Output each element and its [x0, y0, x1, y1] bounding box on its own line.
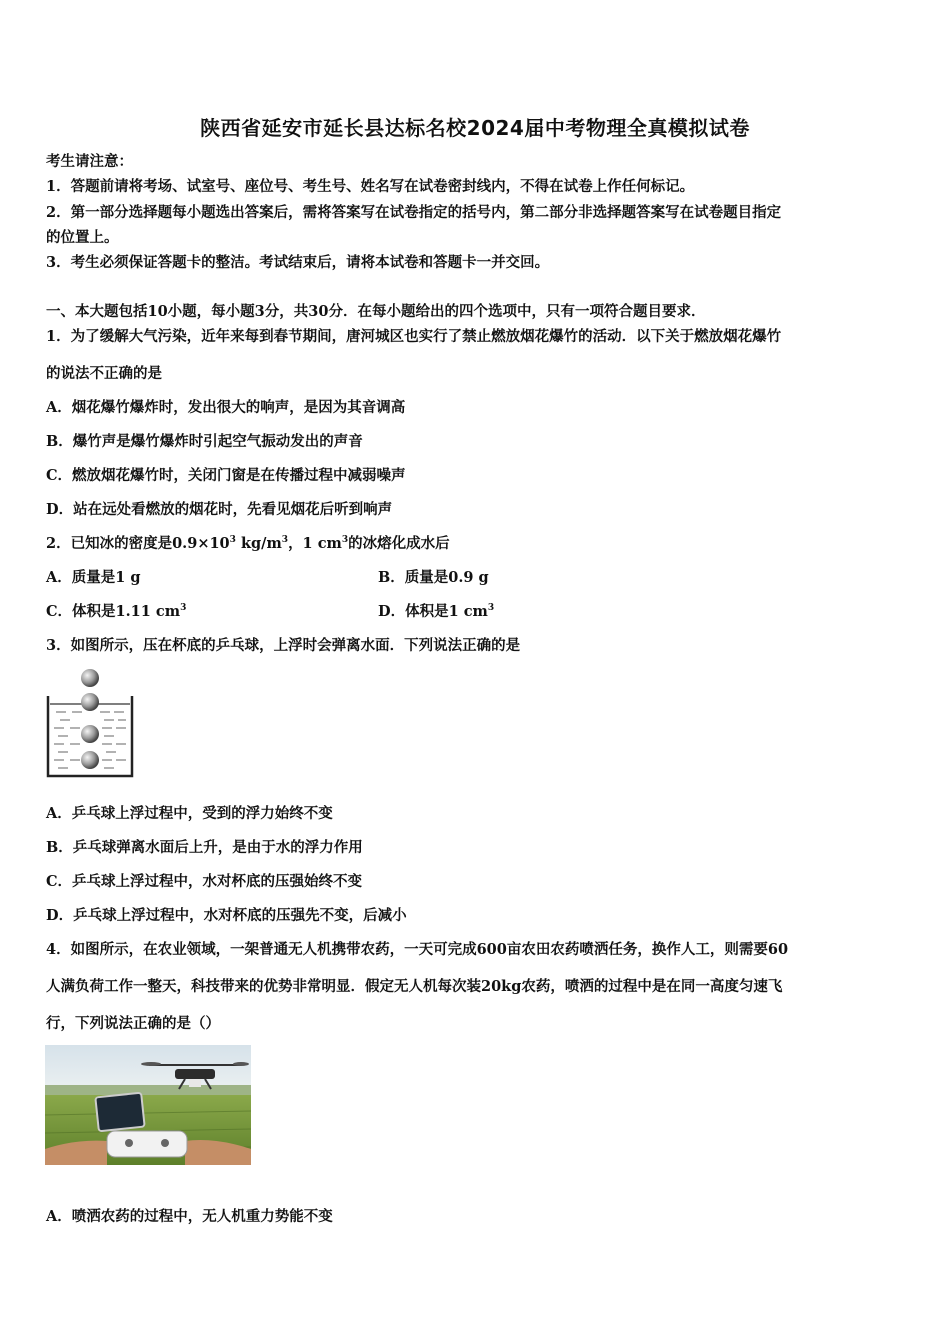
notice-item-3: 3．考生必须保证答题卡的整洁。考试结束后，请将本试卷和答题卡一并交回。: [46, 254, 550, 271]
notice-item-1: 1．答题前请将考场、试室号、座位号、考生号、姓名写在试卷密封线内，不得在试卷上作任何标记。: [46, 178, 695, 195]
notice-item-2-cont: 的位置上。: [46, 229, 119, 246]
q4-stem-line2: 人满负荷工作一整天，科技带来的优势非常明显．假定无人机每次装20kg农药，喷洒的过程中是在同一高度匀速飞: [46, 978, 783, 995]
q1-option-b: B．爆竹声是爆竹爆炸时引起空气振动发出的声音: [46, 433, 363, 450]
q2-option-b: B．质量是0.9 g: [378, 569, 489, 586]
q3-option-d: D．乒乓球上浮过程中，水对杯底的压强先不变，后减小: [46, 907, 407, 924]
exam-title: 陕西省延安市延长县达标名校2024届中考物理全真模拟试卷: [200, 116, 750, 140]
q1-stem-line2: 的说法不正确的是: [46, 365, 162, 382]
q2-option-c: C．体积是1.11 $cm^3$: [46, 603, 187, 620]
q2-option-a: A．质量是1 g: [46, 569, 141, 586]
notice-heading: 考生请注意：: [46, 153, 133, 170]
notice-item-2: 2．第一部分选择题每小题选出答案后，需将答案写在试卷指定的括号内，第二部分非选择题答案写在试卷题目指定: [46, 204, 782, 221]
ping-pong-ball: [81, 669, 99, 687]
beaker-figure: [44, 666, 136, 780]
drone-photo: [45, 1045, 251, 1165]
q3-option-b: B．乒乓球弹离水面后上升，是由于水的浮力作用: [46, 839, 363, 856]
q3-option-c: C．乒乓球上浮过程中，水对杯底的压强始终不变: [46, 873, 363, 890]
section-heading: 一、本大题包括10小题，每小题3分，共30分．在每小题给出的四个选项中，只有一项符合题目要求．: [46, 303, 706, 320]
q3-option-a: A．乒乓球上浮过程中，受到的浮力始终不变: [46, 805, 333, 822]
q2-option-d: D．体积是1 $cm^3$: [378, 603, 495, 620]
q2-stem: 2．已知冰的密度是$0.9\times 10^3$ $kg/m^3$，1 $cm^3$的冰熔化成水后: [46, 535, 450, 552]
q1-stem-line1: 1．为了缓解大气污染，近年来每到春节期间，唐河城区也实行了禁止燃放烟花爆竹的活动．以下关于燃放烟花爆竹: [46, 328, 782, 345]
q4-stem-line3: 行，下列说法正确的是（）: [46, 1015, 220, 1032]
q4-option-a: A．喷洒农药的过程中，无人机重力势能不变: [46, 1208, 333, 1225]
q1-option-c: C．燃放烟花爆竹时，关闭门窗是在传播过程中减弱噪声: [46, 467, 406, 484]
q3-stem: 3．如图所示，压在杯底的乒乓球，上浮时会弹离水面．下列说法正确的是: [46, 637, 521, 654]
ping-pong-ball: [81, 751, 99, 769]
ping-pong-ball: [81, 725, 99, 743]
q4-stem-line1: 4．如图所示，在农业领域，一架普通无人机携带农药，一天可完成600亩农田农药喷洒任务，换作人工，则需要60: [46, 941, 789, 958]
q1-option-a: A．烟花爆竹爆炸时，发出很大的响声，是因为其音调高: [46, 399, 406, 416]
ping-pong-ball: [81, 693, 99, 711]
q1-option-d: D．站在远处看燃放的烟花时，先看见烟花后听到响声: [46, 501, 393, 518]
